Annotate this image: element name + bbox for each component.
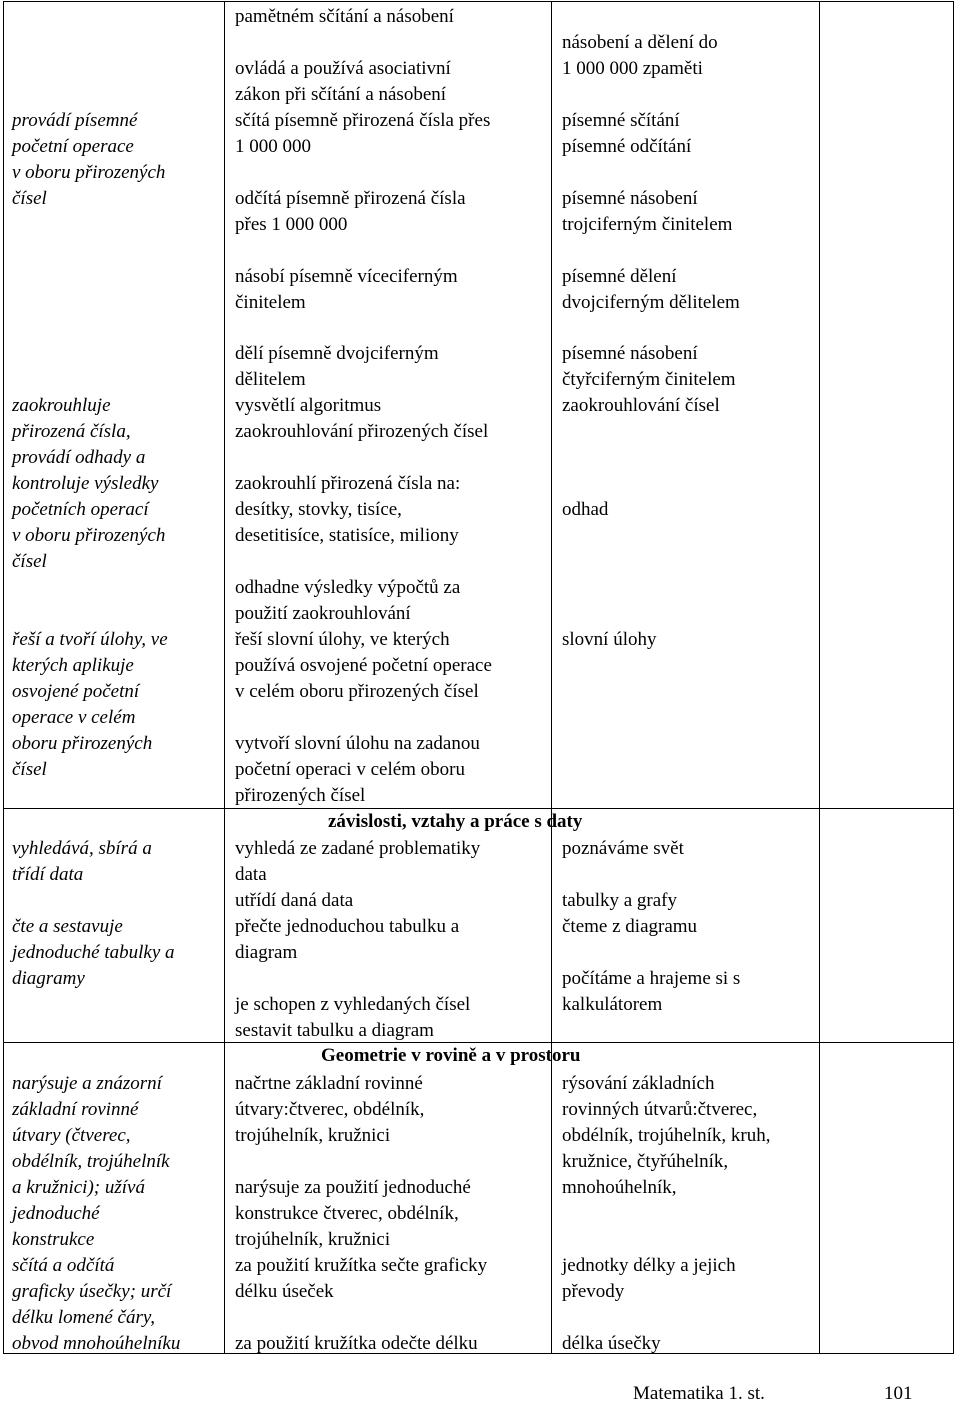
output-line: obvod mnohoúhelníku [12,1333,181,1354]
output-line: provádí odhady a [12,447,146,468]
curriculum-line: použití zaokrouhlování [235,603,411,624]
output-line: zaokrouhluje [12,395,111,416]
curriculum-line: v celém oboru přirozených čísel [235,681,479,702]
curriculum-line: zaokrouhlování přirozených čísel [235,421,489,442]
topic-line: slovní úlohy [562,629,657,650]
curriculum-line: řeší slovní úlohy, ve kterých [235,629,450,650]
topic-line: násobení a dělení do [562,32,718,53]
curriculum-line: násobí písemně víceciferným [235,266,458,287]
output-line: a kružnici); užívá [12,1177,145,1198]
output-line: graficky úsečky; určí [12,1281,172,1302]
topic-line: rovinných útvarů:čtverec, [562,1099,758,1120]
output-line: v oboru přirozených [12,525,166,546]
output-line: útvary (čtverec, [12,1125,131,1146]
output-line: délku lomené čáry, [12,1307,155,1328]
topic-line: rýsování základních [562,1073,715,1094]
topic-line: čteme z diagramu [562,916,698,937]
output-line: jednoduché tabulky a [12,942,175,963]
curriculum-line: trojúhelník, kružnici [235,1229,391,1250]
curriculum-line: načrtne základní rovinné [235,1073,423,1094]
curriculum-line: data [235,864,267,885]
column-divider [224,1,225,1354]
topic-line: písemné dělení [562,266,677,287]
topic-line: mnohoúhelník, [562,1177,677,1198]
output-line: čísel [12,551,47,572]
topic-line: kalkulátorem [562,994,663,1015]
curriculum-line: odčítá písemně přirozená čísla [235,188,466,209]
output-line: oboru přirozených [12,733,153,754]
output-line: čísel [12,759,47,780]
curriculum-line: diagram [235,942,298,963]
output-line: narýsuje a znázorní [12,1073,162,1094]
output-line: početní operace [12,136,134,157]
curriculum-line: zaokrouhlí přirozená čísla na: [235,473,461,494]
topic-line: převody [562,1281,625,1302]
output-line: diagramy [12,968,85,989]
output-line: v oboru přirozených [12,162,166,183]
column-divider [819,1,820,1354]
curriculum-line: ovládá a používá asociativní [235,58,451,79]
curriculum-line: přirozených čísel [235,785,366,806]
output-line: obdélník, trojúhelník [12,1151,170,1172]
curriculum-line: dělí písemně dvojciferným [235,343,439,364]
output-line: přirozená čísla, [12,421,131,442]
curriculum-line: narýsuje za použití jednoduché [235,1177,471,1198]
curriculum-line: zákon při sčítání a násobení [235,84,447,105]
curriculum-line: za použití kružítka odečte délku [235,1333,478,1354]
output-line: jednoduché [12,1203,100,1224]
curriculum-line: dělitelem [235,369,306,390]
topic-line: poznáváme svět [562,838,684,859]
curriculum-line: odhadne výsledky výpočtů za [235,577,461,598]
topic-line: jednotky délky a jejich [562,1255,736,1276]
output-line: čísel [12,188,47,209]
output-line: početních operací [12,499,149,520]
curriculum-line: početní operaci v celém oboru [235,759,466,780]
topic-line: 1 000 000 zpaměti [562,58,703,79]
curriculum-line: 1 000 000 [235,136,311,157]
curriculum-line: vysvětlí algoritmus [235,395,382,416]
curriculum-line: přečte jednoduchou tabulku a [235,916,460,937]
output-line: operace v celém [12,707,136,728]
curriculum-line: sestavit tabulku a diagram [235,1020,434,1041]
topic-line: délka úsečky [562,1333,661,1354]
output-line: třídí data [12,864,84,885]
page-number: 101 [884,1383,913,1404]
curriculum-line: sčítá písemně přirozená čísla přes [235,110,491,131]
topic-line: písemné odčítání [562,136,692,157]
topic-line: písemné násobení [562,343,698,364]
section-heading: závislosti, vztahy a práce s daty [328,811,583,832]
section-heading: Geometrie v rovině a v prostoru [321,1045,581,1066]
topic-line: zaokrouhlování čísel [562,395,720,416]
topic-line: písemné sčítání [562,110,680,131]
output-line: kterých aplikuje [12,655,134,676]
output-line: čte a sestavuje [12,916,123,937]
curriculum-line: vyhledá ze zadané problematiky [235,838,481,859]
output-line: kontroluje výsledky [12,473,159,494]
column-divider [551,1,552,1354]
output-line: řeší a tvoří úlohy, ve [12,629,168,650]
output-line: provádí písemné [12,110,138,131]
topic-line: počítáme a hrajeme si s [562,968,741,989]
curriculum-line: používá osvojené početní operace [235,655,492,676]
topic-line: dvojciferným dělitelem [562,292,740,313]
curriculum-line: za použití kružítka sečte graficky [235,1255,488,1276]
topic-line: čtyřciferným činitelem [562,369,736,390]
curriculum-line: vytvoří slovní úlohu na zadanou [235,733,480,754]
curriculum-line: přes 1 000 000 [235,214,348,235]
topic-line: tabulky a grafy [562,890,678,911]
topic-line: obdélník, trojúhelník, kruh, [562,1125,771,1146]
curriculum-line: utřídí daná data [235,890,354,911]
curriculum-line: je schopen z vyhledaných čísel [235,994,471,1015]
topic-line: písemné násobení [562,188,698,209]
curriculum-line: konstrukce čtverec, obdélník, [235,1203,459,1224]
topic-line: odhad [562,499,609,520]
curriculum-line: desítky, stovky, tisíce, [235,499,402,520]
curriculum-line: pamětném sčítání a násobení [235,6,454,27]
output-line: základní rovinné [12,1099,139,1120]
curriculum-line: útvary:čtverec, obdélník, [235,1099,425,1120]
output-line: sčítá a odčítá [12,1255,115,1276]
curriculum-line: činitelem [235,292,306,313]
footer-subject: Matematika 1. st. [633,1383,765,1404]
topic-line: trojciferným činitelem [562,214,733,235]
curriculum-line: trojúhelník, kružnici [235,1125,391,1146]
output-line: konstrukce [12,1229,95,1250]
curriculum-line: desetitisíce, statisíce, miliony [235,525,459,546]
output-line: osvojené početní [12,681,140,702]
topic-line: kružnice, čtyřúhelník, [562,1151,729,1172]
curriculum-line: délku úseček [235,1281,334,1302]
output-line: vyhledává, sbírá a [12,838,152,859]
